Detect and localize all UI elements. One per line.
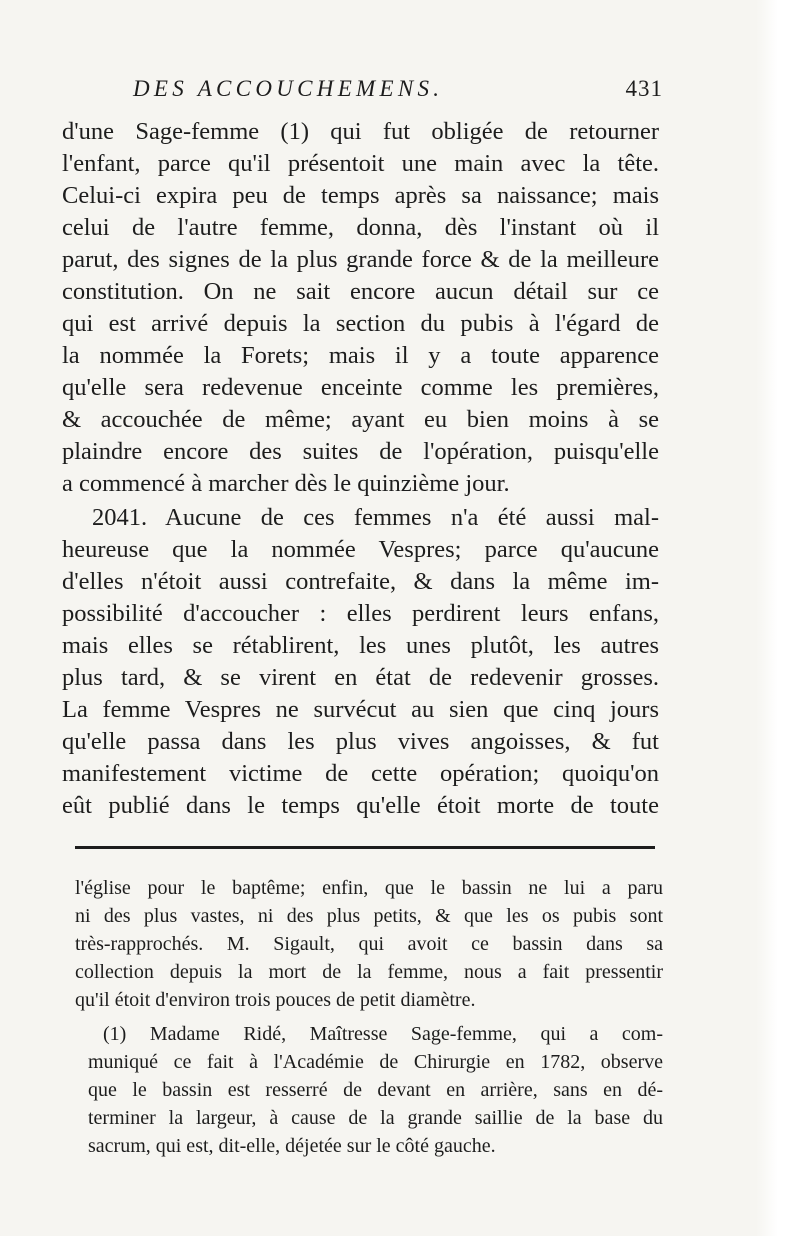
footnote-line: ni des plus vastes, ni des plus petits, & que les os pubis sont <box>75 905 663 927</box>
text-line: parut, des signes de la plus grande force & de la meilleure <box>62 246 659 273</box>
footnote-start-line: (1) Madame Ridé, Maîtresse Sage-femme, qui a com- <box>103 1023 663 1045</box>
footnote-line: très-rapprochés. M. Sigault, qui avoit ce bassin dans sa <box>75 933 663 955</box>
footnote-line: qu'il étoit d'environ trois pouces de petit diamètre. <box>75 989 476 1011</box>
page-number: 431 <box>625 76 663 101</box>
text-line: la nommée la Forets; mais il y a toute apparence <box>62 342 659 369</box>
text-line: a commencé à marcher dès le quinzième jour. <box>62 470 510 497</box>
footnote-separator-rule <box>75 846 655 849</box>
footnote-line: terminer la largeur, à cause de la grande saillie de la base du <box>88 1107 663 1129</box>
text-line: La femme Vespres ne survécut au sien que cinq jours <box>62 696 659 723</box>
text-line: eût publié dans le temps qu'elle étoit morte de toute <box>62 792 659 819</box>
text-line: l'enfant, parce qu'il présentoit une main avec la tête. <box>62 150 659 177</box>
text-line: celui de l'autre femme, donna, dès l'instant où il <box>62 214 659 241</box>
text-line: manifestement victime de cette opération; quoiqu'on <box>62 760 659 787</box>
paragraph-start-line: 2041. Aucune de ces femmes n'a été aussi mal- <box>92 504 659 531</box>
text-line: heureuse que la nommée Vespres; parce qu'aucune <box>62 536 659 563</box>
page-header <box>133 76 663 110</box>
text-line: Celui-ci expira peu de temps après sa naissance; mais <box>62 182 659 209</box>
footnote-line: l'église pour le baptême; enfin, que le bassin ne lui a paru <box>75 877 663 899</box>
running-title: DES ACCOUCHEMENS. <box>133 76 444 101</box>
text-line: plaindre encore des suites de l'opération, puisqu'elle <box>62 438 659 465</box>
footnote-line: collection depuis la mort de la femme, nous a fait pressentir <box>75 961 663 983</box>
footnote-line: muniqué ce fait à l'Académie de Chirurgie en 1782, observe <box>88 1051 663 1073</box>
text-line: mais elles se rétablirent, les unes plutôt, les autres <box>62 632 659 659</box>
text-line: d'une Sage-femme (1) qui fut obligée de retourner <box>62 118 659 145</box>
page-edge <box>756 0 778 1236</box>
text-line: qu'elle passa dans les plus vives angoisses, & fut <box>62 728 659 755</box>
text-line: constitution. On ne sait encore aucun détail sur ce <box>62 278 659 305</box>
text-line: qu'elle sera redevenue enceinte comme les premières, <box>62 374 659 401</box>
text-line: & accouchée de même; ayant eu bien moins à se <box>62 406 659 433</box>
text-line: possibilité d'accoucher : elles perdirent leurs enfans, <box>62 600 659 627</box>
footnote-line: sacrum, qui est, dit-elle, déjetée sur le côté gauche. <box>88 1135 496 1157</box>
text-line: qui est arrivé depuis la section du pubis à l'égard de <box>62 310 659 337</box>
footnote-line: que le bassin est resserré de devant en arrière, sans en dé- <box>88 1079 663 1101</box>
text-line: d'elles n'étoit aussi contrefaite, & dans la même im- <box>62 568 659 595</box>
text-line: plus tard, & se virent en état de redevenir grosses. <box>62 664 659 691</box>
